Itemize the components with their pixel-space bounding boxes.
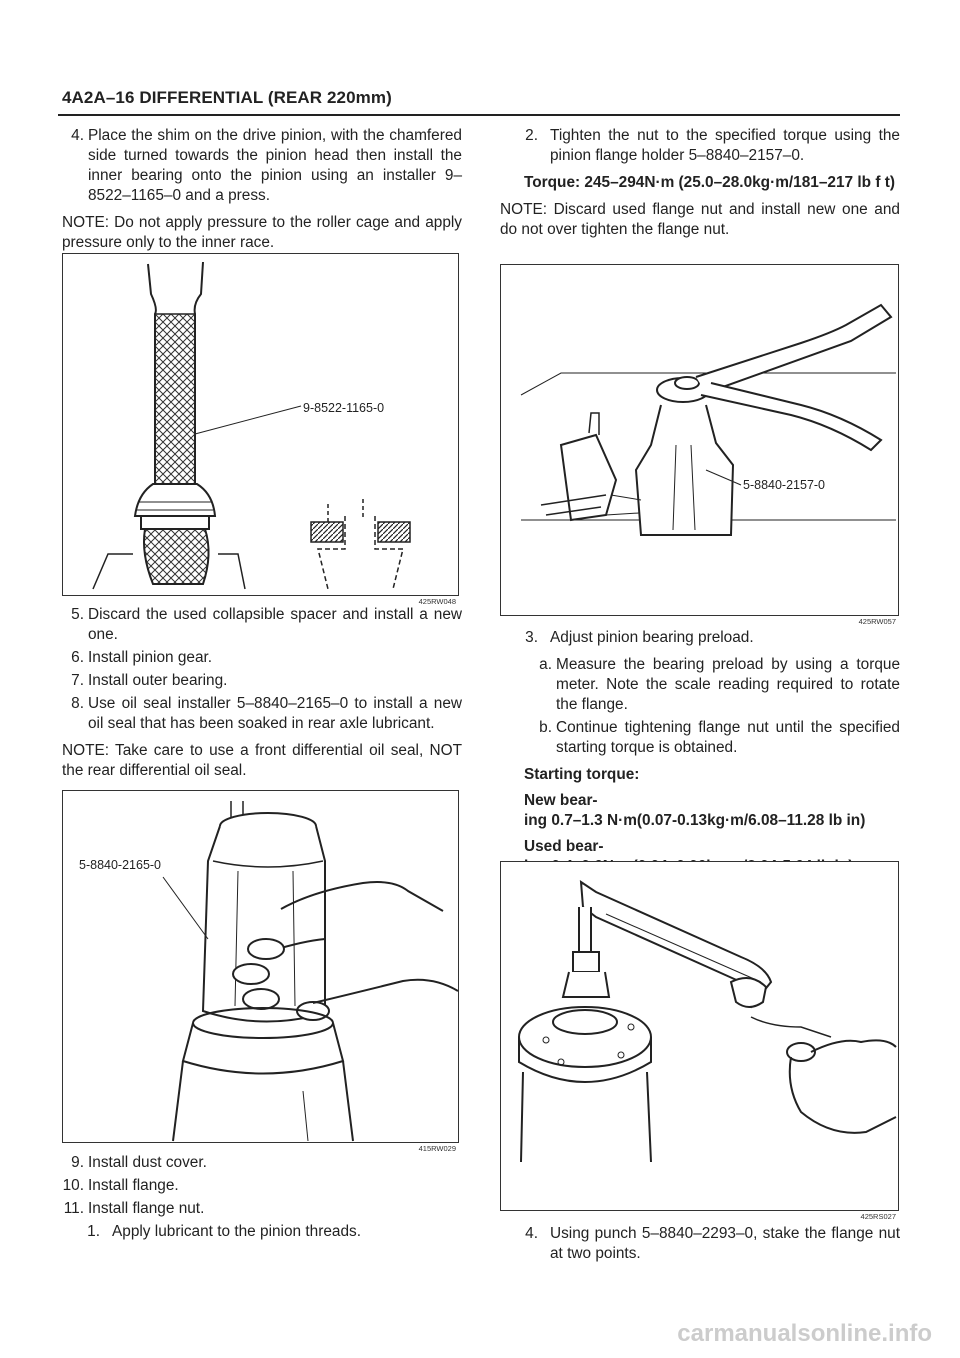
step-7-number: 7. (71, 672, 84, 689)
note-oil-seal: NOTE: Take care to use a front differential oil seal, NOT the rear differential oil seal. (62, 742, 462, 779)
step-3 (500, 628, 900, 648)
step-9-number: 9. (71, 1154, 84, 1171)
step-3-text: Adjust pinion bearing preload. (550, 629, 754, 646)
sub-step-1 (62, 1222, 462, 1242)
fig3-callout: 5-8840-2157-0 (743, 478, 826, 492)
step-3a (500, 655, 900, 715)
step-4-stake-number: 4. (525, 1225, 538, 1242)
right-block-1 (500, 126, 900, 240)
step-5-number: 5. (71, 606, 84, 623)
torque-meter-illustration (501, 862, 898, 1210)
fig2-id: 415RW029 (418, 1144, 456, 1153)
figure-bearing-installer (62, 253, 459, 606)
note-flange-nut: NOTE: Discard used flange nut and install new one and do not over tighten the flange nut. (500, 201, 900, 238)
step-8-text: Use oil seal installer 5–8840–2165–0 to install a new oil seal that has been soaked in rear axle lubricant. (88, 695, 462, 732)
step-6 (62, 648, 462, 668)
step-5 (62, 605, 462, 645)
step-6-text: Install pinion gear. (88, 649, 213, 666)
step-4-stake-text: Using punch 5–8840–2293–0, stake the flange nut at two points. (550, 1225, 900, 1262)
used-bearing-line-1: Used bear- (524, 838, 604, 855)
step-8-number: 8. (71, 695, 84, 712)
step-10-text: Install flange. (88, 1177, 179, 1194)
starting-torque-label: Starting torque: (524, 766, 640, 783)
sub-step-1-number: 1. (87, 1223, 100, 1240)
new-bearing-line-2: ing 0.7–1.3 N·m(0.07-0.13kg·m/6.08–11.28 lb in) (524, 812, 866, 829)
watermark: carmanualsonline.info (677, 1320, 932, 1347)
step-3b-text: Continue tightening flange nut until the specified starting torque is obtained. (556, 719, 900, 756)
torque-spec: Torque: 245–294N·m (25.0–28.0kg·m/181–217 lb f t) (524, 174, 895, 191)
step-3a-label: a. (539, 656, 552, 673)
step-7-text: Install outer bearing. (88, 672, 228, 689)
right-block-3 (500, 1224, 900, 1264)
step-3-number: 3. (525, 629, 538, 646)
sub-step-1-text: Apply lubricant to the pinion threads. (112, 1223, 361, 1240)
step-8 (62, 694, 462, 734)
fig1-id: 425RW048 (418, 597, 456, 606)
fig3-id: 425RW057 (858, 617, 896, 626)
oil-seal-installer-illustration (63, 791, 458, 1142)
new-bearing-line-1: New bear- (524, 792, 598, 809)
step-3b (500, 718, 900, 758)
step-5-text: Discard the used collapsible spacer and install a new one. (88, 606, 462, 643)
step-7 (62, 671, 462, 691)
fig4-id: 425RS027 (860, 1212, 896, 1221)
step-4-text: Place the shim on the drive pinion, with the chamfered side turned towards the pinion head then install the inner bearing onto the pinion using an installer 9–8522–1165–0 and a press. (88, 127, 462, 204)
flange-holder-illustration (501, 265, 898, 615)
step-3b-label: b. (539, 719, 552, 736)
sub-step-2-number: 2. (525, 127, 538, 144)
left-block-1 (62, 126, 462, 253)
step-11 (62, 1199, 462, 1219)
left-block-3 (62, 1153, 462, 1242)
left-block-2 (62, 605, 462, 781)
step-3a-text: Measure the bearing preload by using a torque meter. Note the scale reading required to rotate the flange. (556, 656, 900, 713)
sub-step-2-text: Tighten the nut to the specified torque using the pinion flange holder 5–8840–2157–0. (550, 127, 900, 164)
step-11-number: 11. (63, 1200, 84, 1217)
header-rule (58, 114, 900, 116)
note-roller-cage: NOTE: Do not apply pressure to the roller cage and apply pressure only to the inner race. (62, 214, 462, 251)
step-9 (62, 1153, 462, 1173)
step-4-number: 4. (71, 127, 84, 144)
bearing-installer-illustration (63, 254, 458, 595)
fig1-callout: 9-8522-1165-0 (303, 401, 385, 415)
figure-flange-holder (500, 264, 899, 626)
step-10-number: 10. (62, 1177, 84, 1194)
right-block-2 (500, 628, 900, 877)
step-11-text: Install flange nut. (88, 1200, 205, 1217)
step-6-number: 6. (71, 649, 84, 666)
step-4-stake (500, 1224, 900, 1264)
step-9-text: Install dust cover. (88, 1154, 207, 1171)
figure-torque-meter (500, 861, 899, 1221)
fig2-callout: 5-8840-2165-0 (79, 858, 162, 872)
step-10 (62, 1176, 462, 1196)
step-4 (62, 126, 462, 206)
sub-step-2 (500, 126, 900, 166)
figure-oil-seal-installer (62, 790, 459, 1153)
page-header-title: 4A2A–16 DIFFERENTIAL (REAR 220mm) (62, 88, 392, 107)
